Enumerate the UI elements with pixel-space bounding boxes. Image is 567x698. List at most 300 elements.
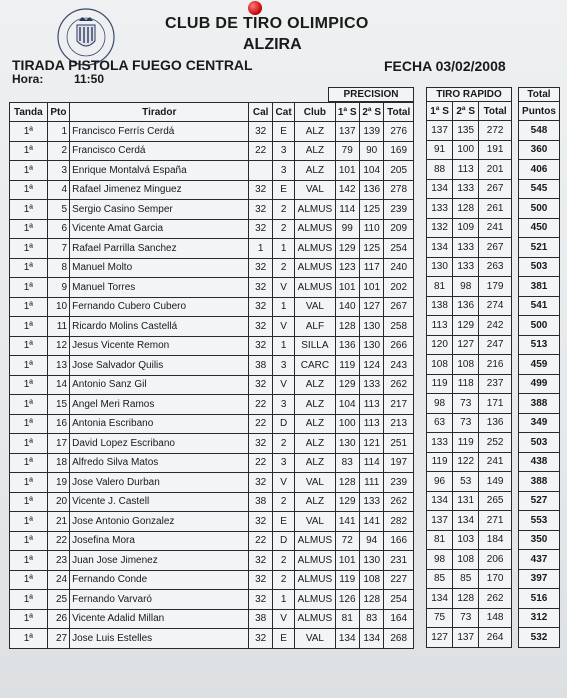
- rapido-s2-cell: 131: [453, 491, 479, 511]
- precision-s2-cell: 139: [359, 122, 383, 142]
- table-row: [10, 434, 414, 454]
- precision-s2-cell: 108: [359, 570, 383, 590]
- total-row: [519, 452, 560, 472]
- precision-header: [328, 87, 414, 102]
- precision-s1-cell: 101: [335, 278, 359, 298]
- precision-s2-cell: 133: [359, 492, 383, 512]
- table-row: [10, 375, 414, 395]
- tirador-cell: Fernando Cubero Cubero: [70, 297, 249, 317]
- precision-s1-cell: 129: [335, 375, 359, 395]
- precision-total-cell: 243: [384, 356, 414, 376]
- rapido-row: [427, 199, 512, 219]
- precision-s1-cell: 129: [335, 492, 359, 512]
- pto-cell: 24: [47, 570, 69, 590]
- precision-s2-cell: 125: [359, 200, 383, 220]
- club-cell: ALF: [295, 317, 335, 337]
- rapido-s2-cell: 113: [453, 160, 479, 180]
- rapido-s1-cell: 134: [427, 589, 453, 609]
- cal-cell: 32: [249, 570, 272, 590]
- club-cell: ALZ: [295, 161, 335, 181]
- rapido-s1-cell: 108: [427, 355, 453, 375]
- precision-s1-cell: 72: [335, 531, 359, 551]
- cat-cell: 3: [272, 453, 294, 473]
- table-row: [10, 297, 414, 317]
- precision-s2-cell: 130: [359, 317, 383, 337]
- rapido-total-cell: 241: [479, 452, 512, 472]
- precision-total-cell: 227: [384, 570, 414, 590]
- precision-s1-cell: 137: [335, 122, 359, 142]
- col-total-puntos-1: Total: [519, 88, 560, 102]
- tanda-cell: 1ª: [10, 239, 48, 259]
- pto-cell: 15: [47, 395, 69, 415]
- precision-total-cell: 267: [384, 297, 414, 317]
- tanda-cell: 1ª: [10, 278, 48, 298]
- cal-cell: 32: [249, 258, 272, 278]
- total-row: [519, 218, 560, 238]
- rapido-s1-cell: 85: [427, 569, 453, 589]
- total-puntos-cell: 350: [519, 530, 560, 550]
- cat-cell: 3: [272, 161, 294, 181]
- rapido-row: [427, 394, 512, 414]
- precision-total-cell: 166: [384, 531, 414, 551]
- tirador-cell: Jose Antonio Gonzalez: [70, 512, 249, 532]
- rapido-row: [427, 452, 512, 472]
- rapido-s2-cell: 137: [453, 628, 479, 648]
- rapido-s1-cell: 98: [427, 394, 453, 414]
- rapido-row: [427, 530, 512, 550]
- tanda-cell: 1ª: [10, 219, 48, 239]
- total-row: [519, 569, 560, 589]
- col-rapido-s2: 2ª S: [453, 102, 479, 121]
- rapido-s1-cell: 137: [427, 511, 453, 531]
- rapido-row: [427, 355, 512, 375]
- precision-s2-cell: 134: [359, 629, 383, 649]
- cat-cell: 2: [272, 434, 294, 454]
- cal-cell: 32: [249, 122, 272, 142]
- col-precision-s1: 1ª S: [335, 103, 359, 122]
- rapido-s1-cell: 130: [427, 257, 453, 277]
- cat-cell: 1: [272, 297, 294, 317]
- total-row: [519, 257, 560, 277]
- table-row: [10, 609, 414, 629]
- rapido-total-cell: 206: [479, 550, 512, 570]
- col-club: Club: [295, 103, 335, 122]
- precision-s1-cell: 141: [335, 512, 359, 532]
- total-puntos-cell: 545: [519, 179, 560, 199]
- precision-s2-cell: 94: [359, 531, 383, 551]
- tanda-cell: 1ª: [10, 258, 48, 278]
- precision-s1-cell: 81: [335, 609, 359, 629]
- club-cell: ALZ: [295, 453, 335, 473]
- rapido-s1-cell: 88: [427, 160, 453, 180]
- cal-cell: 32: [249, 317, 272, 337]
- table-row: [10, 531, 414, 551]
- rapido-row: [427, 335, 512, 355]
- precision-s1-cell: 128: [335, 473, 359, 493]
- precision-s2-cell: 101: [359, 278, 383, 298]
- total-row: [519, 374, 560, 394]
- rapido-s2-cell: 129: [453, 316, 479, 336]
- rapido-s1-cell: 81: [427, 530, 453, 550]
- rapido-total-cell: 267: [479, 179, 512, 199]
- precision-s1-cell: 119: [335, 570, 359, 590]
- precision-total-cell: 276: [384, 122, 414, 142]
- precision-s2-cell: 133: [359, 375, 383, 395]
- rapido-s2-cell: 136: [453, 296, 479, 316]
- rapido-s1-cell: 134: [427, 179, 453, 199]
- total-row: [519, 121, 560, 141]
- club-title: CLUB DE TIRO OLIMPICO: [165, 15, 369, 32]
- precision-total-cell: 197: [384, 453, 414, 473]
- club-cell: ALZ: [295, 434, 335, 454]
- precision-total-cell: 239: [384, 473, 414, 493]
- rapido-s1-cell: 134: [427, 491, 453, 511]
- cal-cell: 32: [249, 297, 272, 317]
- total-puntos-cell: 437: [519, 550, 560, 570]
- table-row: [10, 492, 414, 512]
- cat-cell: 2: [272, 570, 294, 590]
- precision-s1-cell: 114: [335, 200, 359, 220]
- rapido-row: [427, 472, 512, 492]
- club-cell: ALMUS: [295, 200, 335, 220]
- table-row: [10, 395, 414, 415]
- total-row: [519, 277, 560, 297]
- pto-cell: 6: [47, 219, 69, 239]
- time-label: Hora:: [12, 72, 44, 86]
- cat-cell: 2: [272, 219, 294, 239]
- cal-cell: 38: [249, 492, 272, 512]
- rapido-total-cell: 201: [479, 160, 512, 180]
- rapido-row: [427, 121, 512, 141]
- rapido-row: [427, 628, 512, 648]
- table-row: [10, 629, 414, 649]
- rapido-total-cell: 265: [479, 491, 512, 511]
- rapido-total-cell: 170: [479, 569, 512, 589]
- tiro-rapido-table: [426, 87, 512, 648]
- pto-cell: 21: [47, 512, 69, 532]
- cal-cell: 22: [249, 414, 272, 434]
- pto-cell: 17: [47, 434, 69, 454]
- rapido-total-cell: 271: [479, 511, 512, 531]
- col-pto: Pto: [47, 103, 69, 122]
- tanda-cell: 1ª: [10, 317, 48, 337]
- precision-total-cell: 240: [384, 258, 414, 278]
- tirador-cell: Rafael Jimenez Minguez: [70, 180, 249, 200]
- cat-cell: 2: [272, 492, 294, 512]
- total-puntos-cell: 438: [519, 452, 560, 472]
- cal-cell: 38: [249, 356, 272, 376]
- precision-s2-cell: 113: [359, 414, 383, 434]
- precision-s1-cell: 101: [335, 551, 359, 571]
- cal-cell: [249, 161, 272, 181]
- precision-s1-cell: 128: [335, 317, 359, 337]
- rapido-total-cell: 171: [479, 394, 512, 414]
- pto-cell: 1: [47, 122, 69, 142]
- tirador-cell: Francisco Cerdá: [70, 141, 249, 161]
- precision-total-cell: 202: [384, 278, 414, 298]
- cat-cell: V: [272, 317, 294, 337]
- col-precision-total: Total: [384, 103, 414, 122]
- club-cell: ALMUS: [295, 219, 335, 239]
- event-title: TIRADA PISTOLA FUEGO CENTRAL: [12, 57, 253, 73]
- precision-total-cell: 209: [384, 219, 414, 239]
- precision-s2-cell: 136: [359, 180, 383, 200]
- table-row: [10, 161, 414, 181]
- tirador-cell: Vicente Adalid Millan: [70, 609, 249, 629]
- rapido-total-cell: 263: [479, 257, 512, 277]
- rapido-s2-cell: 73: [453, 413, 479, 433]
- cat-cell: E: [272, 122, 294, 142]
- cal-cell: 38: [249, 609, 272, 629]
- pto-cell: 22: [47, 531, 69, 551]
- club-cell: VAL: [295, 629, 335, 649]
- club-cell: ALZ: [295, 122, 335, 142]
- tanda-cell: 1ª: [10, 356, 48, 376]
- cal-cell: 32: [249, 434, 272, 454]
- club-cell: SILLA: [295, 336, 335, 356]
- col-tanda: Tanda: [10, 103, 48, 122]
- table-row: [10, 141, 414, 161]
- cat-cell: V: [272, 278, 294, 298]
- pto-cell: 19: [47, 473, 69, 493]
- total-row: [519, 589, 560, 609]
- rapido-row: [427, 550, 512, 570]
- total-row: [519, 296, 560, 316]
- city-title: ALZIRA: [243, 36, 302, 53]
- table-row: [10, 551, 414, 571]
- time-value: 11:50: [74, 72, 105, 86]
- rapido-total-cell: 247: [479, 335, 512, 355]
- rapido-total-cell: 241: [479, 218, 512, 238]
- precision-s1-cell: 130: [335, 434, 359, 454]
- precision-s2-cell: 113: [359, 395, 383, 415]
- cat-cell: 2: [272, 551, 294, 571]
- pto-cell: 16: [47, 414, 69, 434]
- pto-cell: 12: [47, 336, 69, 356]
- total-row: [519, 550, 560, 570]
- pto-cell: 5: [47, 200, 69, 220]
- cal-cell: 32: [249, 551, 272, 571]
- total-row: [519, 511, 560, 531]
- tanda-cell: 1ª: [10, 200, 48, 220]
- precision-s2-cell: 127: [359, 297, 383, 317]
- rapido-s2-cell: 73: [453, 394, 479, 414]
- cat-cell: E: [272, 512, 294, 532]
- tirador-cell: Enrique Montalvá España: [70, 161, 249, 181]
- club-cell: VAL: [295, 297, 335, 317]
- precision-total-cell: 262: [384, 492, 414, 512]
- tanda-cell: 1ª: [10, 590, 48, 610]
- precision-total-cell: 268: [384, 629, 414, 649]
- total-row: [519, 316, 560, 336]
- table-row: [10, 336, 414, 356]
- rapido-row: [427, 296, 512, 316]
- col-cal: Cal: [249, 103, 272, 122]
- rapido-row: [427, 569, 512, 589]
- precision-s1-cell: 79: [335, 141, 359, 161]
- rapido-s2-cell: 119: [453, 433, 479, 453]
- total-puntos-cell: 397: [519, 569, 560, 589]
- rapido-row: [427, 491, 512, 511]
- tirador-cell: Jose Luis Estelles: [70, 629, 249, 649]
- precision-total-cell: 258: [384, 317, 414, 337]
- col-rapido-total: Total: [479, 102, 512, 121]
- precision-total-cell: 282: [384, 512, 414, 532]
- precision-s1-cell: 101: [335, 161, 359, 181]
- total-row: [519, 355, 560, 375]
- cal-cell: 32: [249, 180, 272, 200]
- pto-cell: 18: [47, 453, 69, 473]
- rapido-s2-cell: 133: [453, 257, 479, 277]
- rapido-s1-cell: 75: [427, 608, 453, 628]
- table-row: [10, 453, 414, 473]
- rapido-row: [427, 179, 512, 199]
- tirador-cell: Rafael Parrilla Sanchez: [70, 239, 249, 259]
- rapido-s1-cell: 119: [427, 452, 453, 472]
- pto-cell: 10: [47, 297, 69, 317]
- precision-total-cell: 231: [384, 551, 414, 571]
- tanda-cell: 1ª: [10, 434, 48, 454]
- table-row: [10, 317, 414, 337]
- total-puntos-cell: 527: [519, 491, 560, 511]
- total-row: [519, 608, 560, 628]
- rapido-s1-cell: 98: [427, 550, 453, 570]
- table-row: [10, 219, 414, 239]
- rapido-s2-cell: 133: [453, 179, 479, 199]
- rapido-s1-cell: 134: [427, 238, 453, 258]
- rapido-row: [427, 316, 512, 336]
- rapido-s2-cell: 109: [453, 218, 479, 238]
- precision-s2-cell: 130: [359, 336, 383, 356]
- total-puntos-cell: 499: [519, 374, 560, 394]
- rapido-row: [427, 277, 512, 297]
- precision-s2-cell: 117: [359, 258, 383, 278]
- tirador-cell: Josefina Mora: [70, 531, 249, 551]
- club-cell: CARC: [295, 356, 335, 376]
- cat-cell: E: [272, 180, 294, 200]
- rapido-s1-cell: 63: [427, 413, 453, 433]
- pushpin-icon: [248, 1, 262, 15]
- tirador-cell: Vicente Amat Garcia: [70, 219, 249, 239]
- rapido-total-cell: 267: [479, 238, 512, 258]
- tanda-cell: 1ª: [10, 512, 48, 532]
- rapido-total-cell: 216: [479, 355, 512, 375]
- rapido-s1-cell: 132: [427, 218, 453, 238]
- rapido-s2-cell: 127: [453, 335, 479, 355]
- rapido-s1-cell: 81: [427, 277, 453, 297]
- rapido-s1-cell: 133: [427, 199, 453, 219]
- rapido-s1-cell: 91: [427, 140, 453, 160]
- rapido-total-cell: 148: [479, 608, 512, 628]
- precision-s2-cell: 125: [359, 239, 383, 259]
- cal-cell: 32: [249, 473, 272, 493]
- tirador-cell: Jose Salvador Quilis: [70, 356, 249, 376]
- total-row: [519, 394, 560, 414]
- total-row: [519, 160, 560, 180]
- table-row: [10, 258, 414, 278]
- precision-s1-cell: 140: [335, 297, 359, 317]
- pto-cell: 9: [47, 278, 69, 298]
- pto-cell: 11: [47, 317, 69, 337]
- club-cell: ALMUS: [295, 570, 335, 590]
- rapido-s2-cell: 98: [453, 277, 479, 297]
- cat-cell: 1: [272, 336, 294, 356]
- col-precision-s2: 2ª S: [359, 103, 383, 122]
- precision-s2-cell: 124: [359, 356, 383, 376]
- tanda-cell: 1ª: [10, 473, 48, 493]
- total-puntos-cell: 503: [519, 257, 560, 277]
- table-row: [10, 239, 414, 259]
- rapido-s2-cell: 118: [453, 374, 479, 394]
- cal-cell: 22: [249, 531, 272, 551]
- col-total-puntos-2: Puntos: [519, 102, 560, 121]
- table-row: [10, 180, 414, 200]
- precision-s1-cell: 129: [335, 239, 359, 259]
- rapido-s2-cell: 85: [453, 569, 479, 589]
- precision-total-cell: 278: [384, 180, 414, 200]
- cal-cell: 22: [249, 395, 272, 415]
- rapido-s1-cell: 138: [427, 296, 453, 316]
- club-cell: ALMUS: [295, 551, 335, 571]
- cal-cell: 1: [249, 239, 272, 259]
- cal-cell: 32: [249, 590, 272, 610]
- club-cell: ALMUS: [295, 609, 335, 629]
- total-row: [519, 199, 560, 219]
- total-puntos-cell: 548: [519, 121, 560, 141]
- club-cell: VAL: [295, 180, 335, 200]
- club-cell: ALZ: [295, 395, 335, 415]
- club-cell: VAL: [295, 512, 335, 532]
- rapido-s2-cell: 134: [453, 511, 479, 531]
- cat-cell: V: [272, 609, 294, 629]
- precision-s1-cell: 126: [335, 590, 359, 610]
- club-cell: ALZ: [295, 492, 335, 512]
- club-cell: ALMUS: [295, 239, 335, 259]
- total-puntos-cell: 312: [519, 608, 560, 628]
- pto-cell: 25: [47, 590, 69, 610]
- tirador-cell: Antonia Escribano: [70, 414, 249, 434]
- rapido-s1-cell: 127: [427, 628, 453, 648]
- rapido-total-cell: 191: [479, 140, 512, 160]
- tanda-cell: 1ª: [10, 122, 48, 142]
- pto-cell: 8: [47, 258, 69, 278]
- precision-total-cell: 205: [384, 161, 414, 181]
- total-row: [519, 140, 560, 160]
- tirador-cell: Manuel Torres: [70, 278, 249, 298]
- tirador-cell: Francisco Ferrís Cerdá: [70, 122, 249, 142]
- tanda-cell: 1ª: [10, 161, 48, 181]
- club-cell: ALMUS: [295, 278, 335, 298]
- cat-cell: V: [272, 473, 294, 493]
- cat-cell: V: [272, 375, 294, 395]
- total-row: [519, 472, 560, 492]
- precision-total-cell: 169: [384, 141, 414, 161]
- rapido-s2-cell: 133: [453, 238, 479, 258]
- precision-s1-cell: 100: [335, 414, 359, 434]
- total-puntos-table: [518, 87, 560, 648]
- total-puntos-cell: 516: [519, 589, 560, 609]
- precision-s1-cell: 119: [335, 356, 359, 376]
- tanda-cell: 1ª: [10, 180, 48, 200]
- precision-s2-cell: 130: [359, 551, 383, 571]
- rapido-s2-cell: 108: [453, 550, 479, 570]
- table-row: [10, 512, 414, 532]
- total-puntos-cell: 459: [519, 355, 560, 375]
- precision-label: PRECISION: [329, 88, 414, 102]
- precision-total-cell: 217: [384, 395, 414, 415]
- precision-s1-cell: 136: [335, 336, 359, 356]
- rapido-total-cell: 136: [479, 413, 512, 433]
